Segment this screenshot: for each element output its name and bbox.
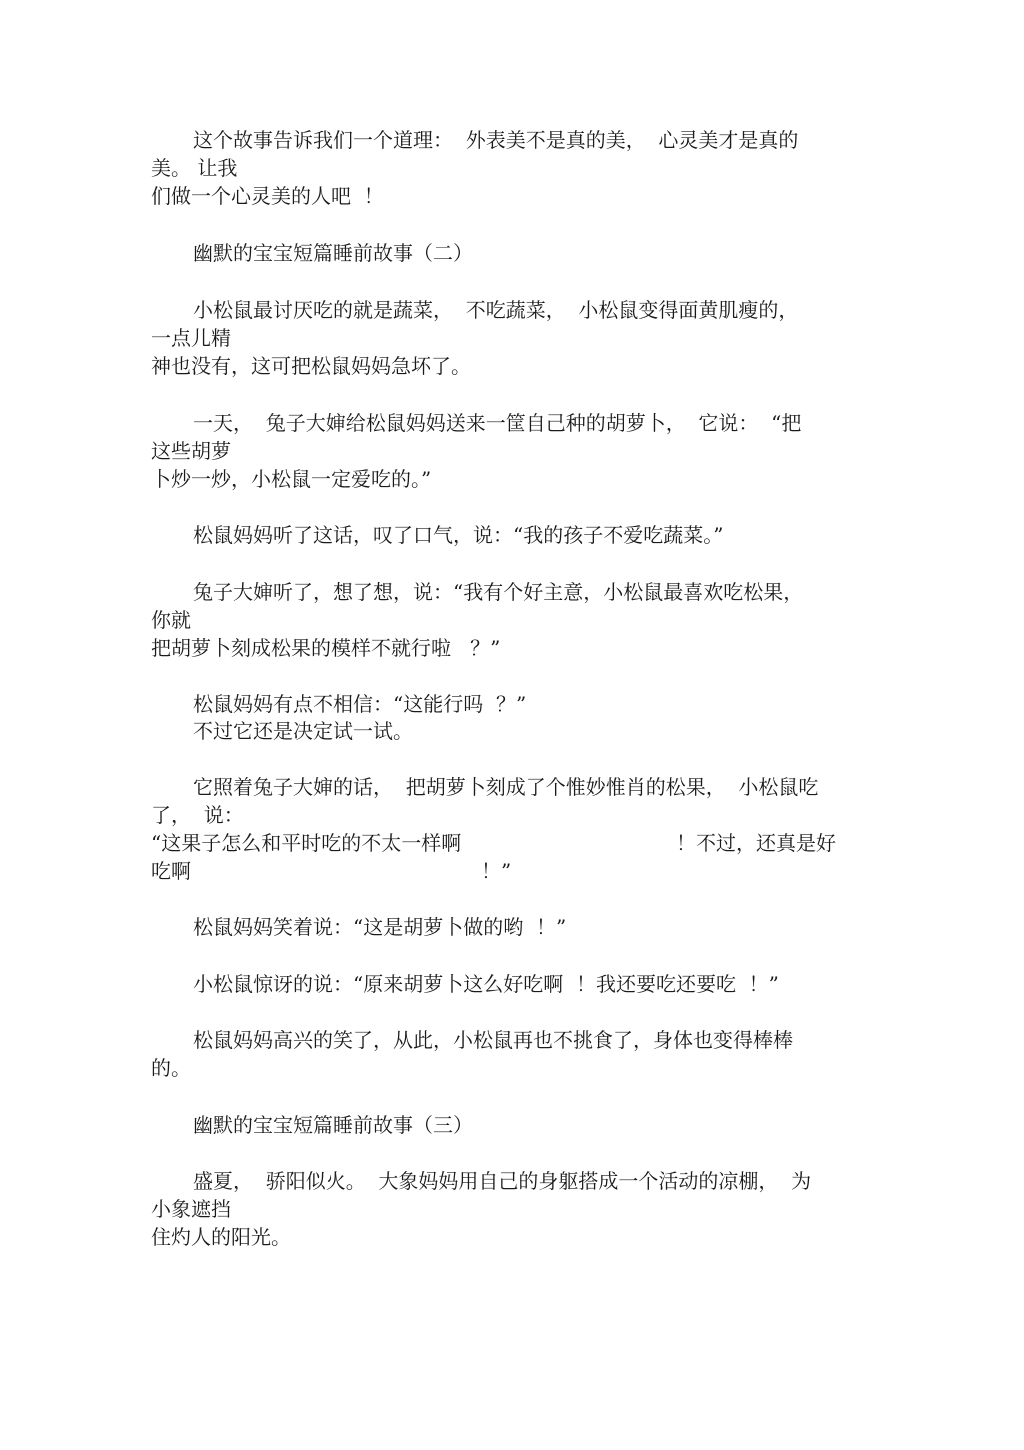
paragraph-5-line-1: 兔子大婶听了，想了想，说：“我有个好主意，小松鼠最喜欢吃松果， (193, 580, 804, 604)
paragraph-3-line-2: 这些胡萝 (151, 439, 231, 463)
paragraph-11-line-1: 盛夏， 骄阳似火。 大象妈妈用自己的身躯搭成一个活动的凉棚， 为 (193, 1169, 812, 1193)
paragraph-11-line-2: 小象遮挡 (151, 1197, 231, 1221)
paragraph-1-line-1: 这个故事告诉我们一个道理： 外表美不是真的美， 心灵美才是真的 (193, 128, 799, 152)
paragraph-7-line-3a: “这果子怎么和平时吃的不太一样啊 (151, 831, 462, 855)
paragraph-2-line-3: 神也没有，这可把松鼠妈妈急坏了。 (151, 354, 471, 378)
paragraph-7-line-4a: 吃啊 (151, 859, 191, 883)
paragraph-9-line-1: 小松鼠惊讶的说：“原来胡萝卜这么好吃啊 ！我还要吃还要吃 ！” (193, 972, 779, 996)
paragraph-5-line-3: 把胡萝卜刻成松果的模样不就行啦 ？” (151, 636, 501, 660)
paragraph-7-line-4b: ！” (481, 859, 512, 883)
paragraph-7-line-3b: ！不过，还真是好 (676, 831, 836, 855)
paragraph-5-line-2: 你就 (151, 608, 191, 632)
paragraph-10-line-1: 松鼠妈妈高兴的笑了，从此，小松鼠再也不挑食了，身体也变得棒棒 (193, 1028, 793, 1052)
paragraph-3-line-1: 一天， 兔子大婶给松鼠妈妈送来一筐自己种的胡萝卜， 它说： “把 (193, 411, 802, 435)
paragraph-7-line-2: 了， 说： (151, 803, 244, 827)
paragraph-6-line-2: 不过它还是决定试一试。 (193, 719, 413, 743)
paragraph-3-line-3: 卜炒一炒，小松鼠一定爱吃的。” (151, 467, 432, 491)
paragraph-4-line-1: 松鼠妈妈听了这话，叹了口气，说：“我的孩子不爱吃蔬菜。” (193, 523, 724, 547)
section-heading-2: 幽默的宝宝短篇睡前故事（二） (193, 241, 473, 265)
paragraph-8-line-1: 松鼠妈妈笑着说：“这是胡萝卜做的哟 ！” (193, 915, 567, 939)
paragraph-7-line-1: 它照着兔子大婶的话， 把胡萝卜刻成了个惟妙惟肖的松果， 小松鼠吃 (193, 775, 819, 799)
paragraph-6-line-1: 松鼠妈妈有点不相信：“这能行吗 ？” (193, 692, 527, 716)
section-heading-3: 幽默的宝宝短篇睡前故事（三） (193, 1113, 473, 1137)
paragraph-11-line-3: 住灼人的阳光。 (151, 1225, 291, 1249)
paragraph-10-line-2: 的。 (151, 1056, 191, 1080)
paragraph-2-line-2: 一点儿精 (151, 326, 231, 350)
paragraph-2-line-1: 小松鼠最讨厌吃的就是蔬菜， 不吃蔬菜， 小松鼠变得面黄肌瘦的， (193, 298, 799, 322)
paragraph-1-line-3: 们做一个心灵美的人吧 ！ (151, 184, 384, 208)
paragraph-1-line-2: 美。 让我 (151, 156, 238, 180)
